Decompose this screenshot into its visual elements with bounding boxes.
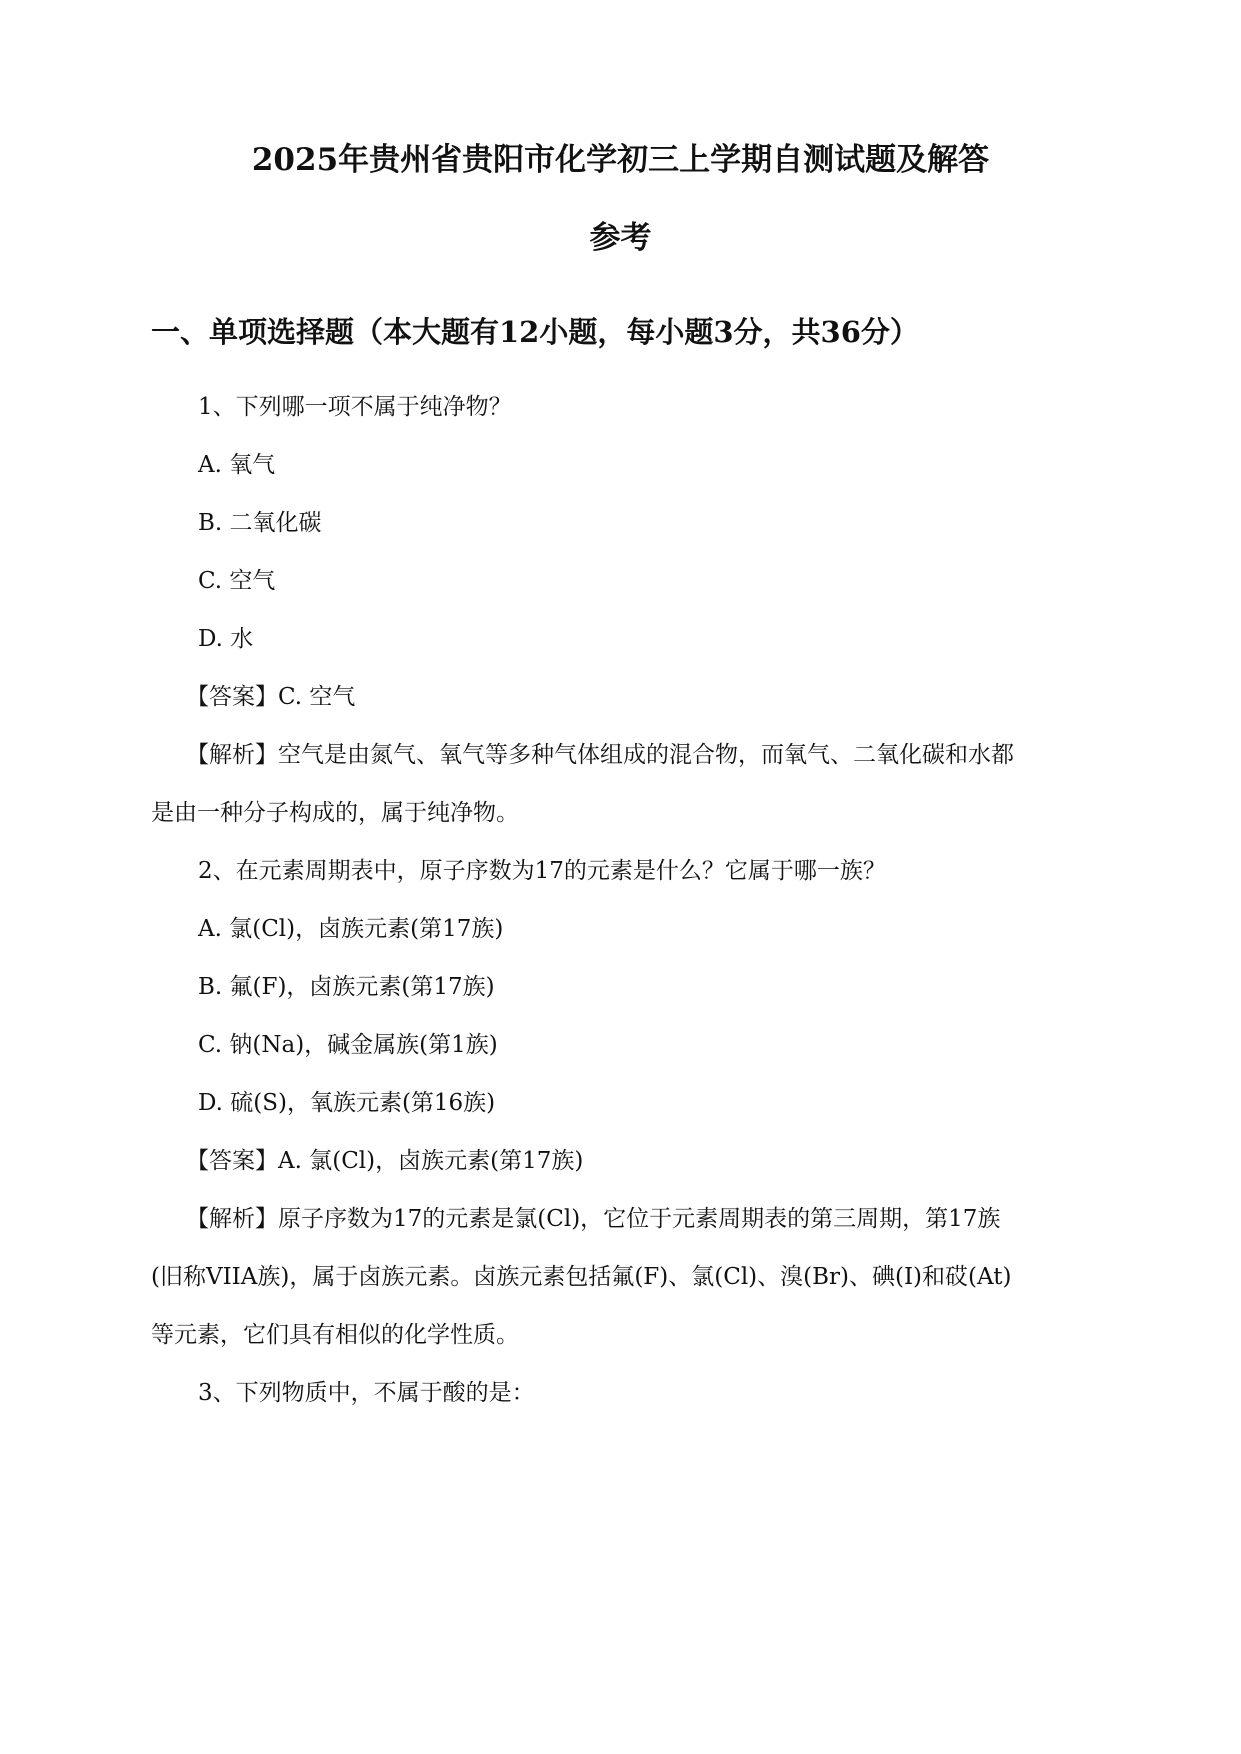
question-1-analysis-continuation: 是由一种分子构成的，属于纯净物。: [151, 800, 519, 826]
question-1-option-d: D. 水: [198, 626, 254, 652]
question-1-option-b: B. 二氧化碳: [198, 510, 322, 536]
question-1-option-c: C. 空气: [198, 568, 276, 594]
analysis-text: 原子序数为17的元素是氯(Cl)，它位于元素周期表的第三周期，第17族: [278, 1206, 1001, 1232]
answer-text: A. 氯(Cl)，卤族元素(第17族): [278, 1148, 584, 1174]
question-2-option-a: A. 氯(Cl)，卤族元素(第17族): [198, 916, 504, 942]
question-3-stem: 3、下列物质中，不属于酸的是：: [198, 1380, 535, 1406]
question-2-analysis-continuation-1: (旧称VIIA族)，属于卤族元素。卤族元素包括氟(F)、氯(Cl)、溴(Br)、碘(I)和砹(At): [151, 1264, 1012, 1290]
question-2-option-c: C. 钠(Na)，碱金属族(第1族): [198, 1032, 498, 1058]
question-2-option-b: B. 氟(F)，卤族元素(第17族): [198, 974, 495, 1000]
question-2-option-d: D. 硫(S)，氧族元素(第16族): [198, 1090, 496, 1116]
analysis-label: 【解析】: [186, 742, 278, 768]
analysis-label: 【解析】: [186, 1206, 278, 1232]
question-2-stem: 2、在元素周期表中，原子序数为17的元素是什么？它属于哪一族？: [198, 858, 886, 884]
section-heading: 一、单项选择题（本大题有12小题，每小题3分，共36分）: [151, 315, 919, 349]
question-2-analysis-continuation-2: 等元素，它们具有相似的化学性质。: [151, 1322, 519, 1348]
question-2-answer: [186, 1145, 583, 1177]
document-title-line-1: 2025年贵州省贵阳市化学初三上学期自测试题及解答: [251, 142, 990, 178]
question-1-option-a: A. 氧气: [198, 452, 276, 478]
analysis-text: 空气是由氮气、氧气等多种气体组成的混合物，而氧气、二氧化碳和水都: [278, 742, 1014, 768]
answer-text: C. 空气: [278, 684, 356, 710]
answer-label: 【答案】: [186, 684, 278, 710]
answer-label: 【答案】: [186, 1148, 278, 1174]
question-1-stem: 1、下列哪一项不属于纯净物？: [198, 394, 512, 420]
document-title-line-2: 参考: [589, 220, 652, 256]
question-2-analysis: [186, 1203, 1000, 1235]
question-1-answer: [186, 681, 355, 713]
question-1-analysis: [186, 739, 1014, 771]
